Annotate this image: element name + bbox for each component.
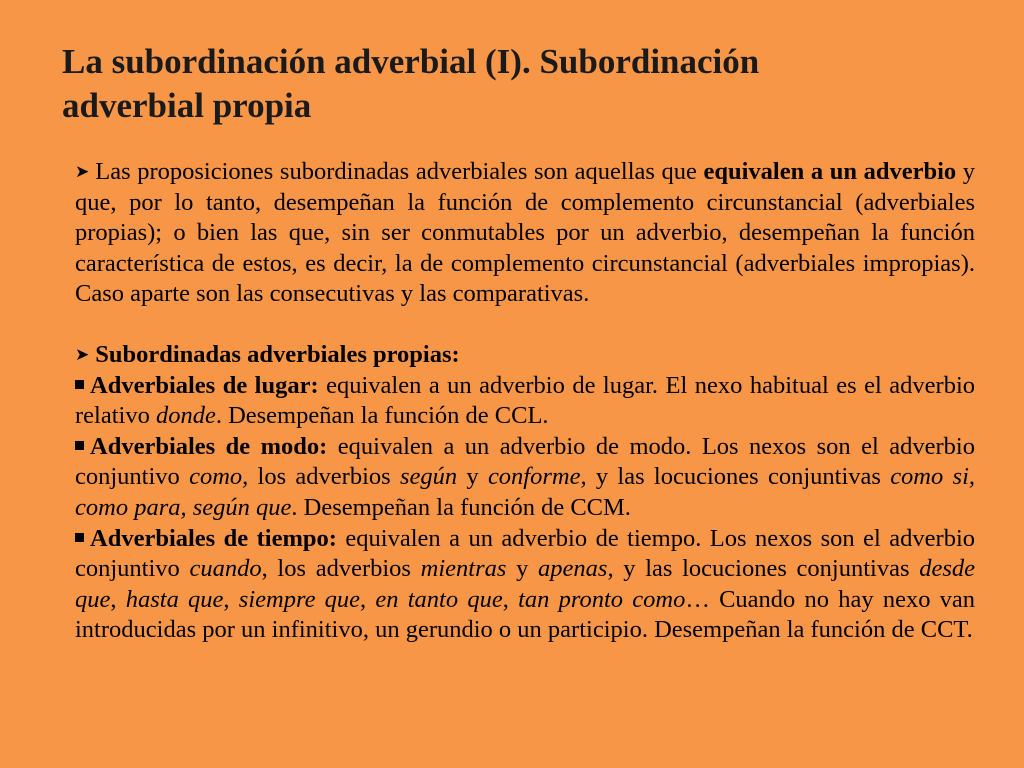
square-bullet-icon — [75, 533, 84, 542]
item-tiempo: Adverbiales de tiempo: equivalen a un adverbio de tiempo. Los nexos son el adverbio conjuntivo cuando, los adverbios mientras y apenas, y las locuciones conjuntivas desde que, hasta que, siempre que, en tanto que, tan pronto como… Cuando no hay nexo van introducidas por un infinitivo, un gerundio o un participio. Desempeñan la función de CCT. — [75, 524, 976, 644]
square-bullet-icon — [75, 380, 84, 389]
item-modo: Adverbiales de modo: equivalen a un adverbio de modo. Los nexos son el adverbio conjuntivo como, los adverbios según y conforme, y las locuciones conjuntivas como si, como para, según que. Desempeñan la función de CCM. — [75, 432, 975, 521]
arrow-bullet-icon: ➤ — [75, 344, 90, 364]
item-lugar: Adverbiales de lugar: equivalen a un adverbio de lugar. El nexo habitual es el adverbio relativo donde. Desempeñan la función de CCL. — [75, 371, 976, 430]
square-bullet-icon — [75, 441, 84, 450]
item-lugar-label: Adverbiales de lugar: — [90, 371, 319, 399]
emphasis-equivalen: equivalen a un adverbio — [703, 158, 957, 185]
slide-body — [75, 157, 975, 646]
item-tiempo-label: Adverbiales de tiempo: — [90, 524, 337, 552]
intro-paragraph: ➤ Las proposiciones subordinadas adverbiales son aquellas que equivalen a un adverbio y que, por lo tanto, desempeñan la función de complemento circunstancial (adverbiales propias); o bien las que, sin ser conmutables por un adverbio, desempeñan la función característica de estos, es decir, la de complemento circunstancial (adverbiales impropias). Caso aparte son las consecutivas y las comparativas. — [75, 158, 975, 308]
slide-title — [62, 40, 962, 128]
title-line-1: La subordinación adverbial (I). Subordinación — [62, 42, 760, 81]
title-line-2: adverbial propia — [62, 86, 312, 125]
arrow-bullet-icon: ➤ — [75, 162, 90, 181]
section-heading: ➤ Subordinadas adverbiales propias: — [75, 340, 975, 371]
spacer — [75, 310, 975, 340]
item-modo-label: Adverbiales de modo: — [90, 432, 328, 460]
